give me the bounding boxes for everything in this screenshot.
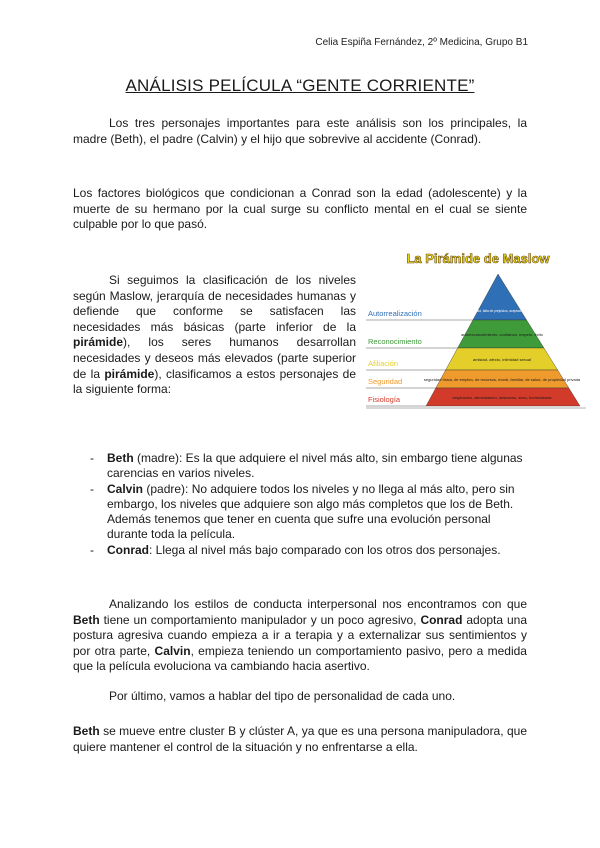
list-item-beth: - Beth (madre): Es la que adquiere el nivel más alto, sin embargo tiene algunas carencias en varios niveles.: [90, 451, 523, 481]
pyramid-level-label: Afiliación: [368, 359, 399, 368]
pyramid-level-description: amistad, afecto, intimidad sexual: [472, 357, 532, 362]
beth-personality-paragraph: Beth se mueve entre cluster B y clúster A, ya que es una persona manipuladora, que quiere mantener el control de la situación y no enfrentarse a ella.: [73, 724, 527, 754]
author-header: Celia Espiña Fernández, 2º Medicina, Grupo B1: [315, 37, 528, 48]
pyramid-level-label: Fisiología: [368, 395, 401, 404]
pyramid-level-description: respiración, alimentación, descanso, sexo, homeostasis: [452, 395, 552, 400]
document-title: ANÁLISIS PELÍCULA “GENTE CORRIENTE”: [125, 76, 475, 95]
biological-factors-paragraph: Los factores biológicos que condicionan a Conrad son la edad (adolescente) y la muerte de su hermano por la cual surge su conflicto mental en el cual se siente culpable por lo que pasó.: [73, 186, 527, 231]
pyramid-title: La Pirámide de Maslow: [406, 251, 550, 266]
pyramid-level-description: autorreconocimiento, confianza, respeto, éxito: [461, 332, 543, 337]
character-list: [90, 451, 527, 558]
maslow-pyramid-figure: [366, 248, 586, 412]
pyramid-level-label: Autorrealización: [368, 309, 422, 318]
maslow-paragraph: Si seguimos la clasificación de los niveles según Maslow, jerarquía de necesidades humanas y defiende que conforme se satisfacen las necesidades más básicas (parte inferior de la pirámide), los seres humanos desarrollan necesidades y deseos más elevados (parte superior de la pirámide), clasificamos a estos personajes de la siguiente forma:: [73, 273, 357, 397]
pyramid-level-label: Reconocimiento: [368, 337, 422, 346]
maslow-pyramid-image: [366, 248, 586, 412]
pyramid-level-description: moralidad, creatividad, espontaneidad, falta de prejuicios, aceptación de hechos, resolución de problemas: [427, 309, 577, 313]
list-item-conrad: - Conrad: Llega al nivel más bajo comparado con los otros dos personajes.: [90, 542, 501, 557]
list-item-calvin: - Calvin (padre): No adquiere todos los niveles y no llega al más alto, pero sin embargo, los niveles que adquiere son algo más completos que los de Beth. Además tenemos que tener en cuenta que sufre una evolución personal durante toda la película.: [90, 481, 515, 542]
personality-intro-paragraph: Por último, vamos a hablar del tipo de personalidad de cada uno.: [109, 689, 456, 703]
pyramid-level-label: Seguridad: [368, 377, 403, 386]
intro-paragraph: Los tres personajes importantes para este análisis son los principales, la madre (Beth), el padre (Calvin) y el hijo que sobrevive al accidente (Conrad).: [73, 116, 527, 146]
pyramid-level-description: seguridad física, de empleo, de recursos, moral, familiar, de salud, de propiedad privada: [423, 377, 581, 382]
conduct-paragraph: Analizando los estilos de conducta interpersonal nos encontramos con que Beth tiene un comportamiento manipulador y un poco agresivo, Conrad adopta una postura agresiva cuando empieza a ir a terapia y a externalizar sus sentimientos y por otra parte, Calvin, empieza teniendo un comportamiento pasivo, pero a medida que la película evoluciona va cambiando hacia asertivo.: [73, 597, 527, 673]
